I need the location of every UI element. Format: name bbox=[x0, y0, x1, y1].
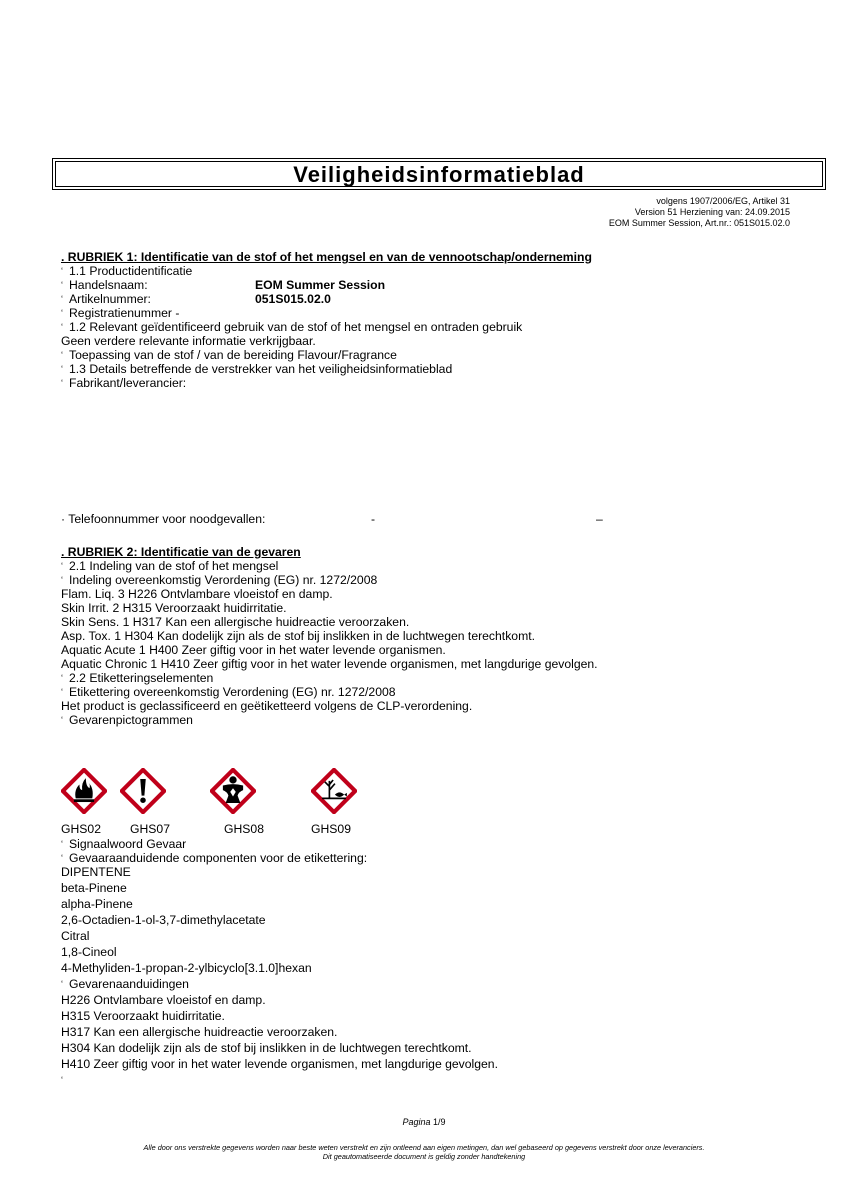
emergency-value-2: – bbox=[596, 512, 603, 526]
component-item: alpha-Pinene bbox=[61, 897, 133, 911]
pictogram-label: GHS02 bbox=[61, 822, 101, 836]
emergency-value-1: - bbox=[371, 512, 376, 526]
statement-item: H315 Veroorzaakt huidirritatie. bbox=[61, 1009, 225, 1023]
statement-item: H410 Zeer giftig voor in het water levende organismen, met langdurige gevolgen. bbox=[61, 1057, 498, 1071]
emergency-label: · Telefoonnummer voor noodgevallen: bbox=[61, 512, 266, 526]
label-elements-line: ‘ 2.2 Etiketteringselementen bbox=[61, 671, 214, 685]
section1-heading: . RUBRIEK 1: Identificatie van de stof of het mengsel en van de vennootschap/onderneming bbox=[61, 250, 592, 264]
pictogram-label: GHS09 bbox=[311, 822, 351, 836]
clp-line: Het product is geclassificeerd en geëtiketteerd volgens de CLP-verordening. bbox=[61, 699, 473, 713]
component-item: Citral bbox=[61, 929, 90, 943]
pictogram-label: GHS07 bbox=[130, 822, 170, 836]
component-item: DIPENTENE bbox=[61, 865, 131, 879]
hazard-line: Aquatic Acute 1 H400 Zeer giftig voor in het water levende organismen. bbox=[61, 643, 446, 657]
supplier-details-line: ‘ 1.3 Details betreffende de verstrekker van het veiligheidsinformatieblad bbox=[61, 362, 453, 376]
application-line: ‘ Toepassing van de stof / van de bereiding Flavour/Fragrance bbox=[61, 348, 397, 362]
exclamation-icon bbox=[120, 768, 166, 814]
product-id-line: ‘ 1.1 Productidentificatie bbox=[61, 264, 193, 278]
continuation-mark: ‘ bbox=[61, 1075, 63, 1085]
manufacturer-line: ‘ Fabrikant/leverancier: bbox=[61, 376, 187, 390]
regulation-line: ‘ Indeling overeenkomstig Verordening (EG) nr. 1272/2008 bbox=[61, 573, 378, 587]
classification-line: ‘ 2.1 Indeling van de stof of het mengsel bbox=[61, 559, 279, 573]
label-regulation-line: ‘ Etikettering overeenkomstig Verordening (EG) nr. 1272/2008 bbox=[61, 685, 396, 699]
statement-item: H317 Kan een allergische huidreactie veroorzaken. bbox=[61, 1025, 338, 1039]
use-heading-line: ‘ 1.2 Relevant geïdentificeerd gebruik van de stof of het mengsel en ontraden gebruik bbox=[61, 320, 523, 334]
component-item: 4-Methyliden-1-propan-2-ylbicyclo[3.1.0]hexan bbox=[61, 961, 312, 975]
article-line: ‘ Artikelnummer: 051S015.02.0 bbox=[61, 292, 331, 306]
meta-regulation: volgens 1907/2006/EG, Artikel 31 bbox=[656, 196, 790, 206]
environment-icon bbox=[311, 768, 357, 814]
components-heading: ‘ Gevaaraanduidende componenten voor de etikettering: bbox=[61, 851, 368, 865]
hazard-line: Aquatic Chronic 1 H410 Zeer giftig voor in het water levende organismen, met langdurige gevolgen. bbox=[61, 657, 598, 671]
page-number: Pagina 1/9 bbox=[402, 1117, 446, 1127]
health-hazard-icon bbox=[210, 768, 256, 814]
registration-line: ‘ Registratienummer - bbox=[61, 306, 180, 320]
footer-disclaimer: Alle door ons verstrekte gegevens worden naar beste weten verstrekt en zijn ontleend aan eigen metingen, dan wel gebaseerd op gegevens verstrekt door onze leveranciers. Dit geautomatiseerde document is geldig zonder handtekening bbox=[143, 1143, 705, 1161]
component-item: 1,8-Cineol bbox=[61, 945, 117, 959]
pictogram-label: GHS08 bbox=[224, 822, 264, 836]
title-box bbox=[52, 158, 826, 190]
no-info-line: Geen verdere relevante informatie verkrijgbaar. bbox=[61, 334, 316, 348]
statement-item: H226 Ontvlambare vloeistof en damp. bbox=[61, 993, 266, 1007]
component-item: 2,6-Octadien-1-ol-3,7-dimethylacetate bbox=[61, 913, 266, 927]
meta-article: EOM Summer Session, Art.nr.: 051S015.02.0 bbox=[608, 218, 790, 228]
statement-item: H304 Kan dodelijk zijn als de stof bij inslikken in de luchtwegen terechtkomt. bbox=[61, 1041, 472, 1055]
flame-icon bbox=[61, 768, 107, 814]
signal-word-line: ‘ Signaalwoord Gevaar bbox=[61, 837, 187, 851]
trade-name-line: ‘ Handelsnaam: EOM Summer Session bbox=[61, 278, 386, 292]
component-item: beta-Pinene bbox=[61, 881, 127, 895]
section2-heading: . RUBRIEK 2: Identificatie van de gevaren bbox=[61, 545, 301, 559]
hazard-line: Asp. Tox. 1 H304 Kan dodelijk zijn als de stof bij inslikken in de luchtwegen terechtkomt. bbox=[61, 629, 535, 643]
meta-version: Version 51 Herziening van: 24.09.2015 bbox=[634, 207, 790, 217]
pictograms-heading: ‘ Gevarenpictogrammen bbox=[61, 713, 193, 727]
document-title: Veiligheidsinformatieblad bbox=[293, 162, 585, 187]
statements-heading: ‘ Gevarenaanduidingen bbox=[61, 977, 189, 991]
hazard-line: Skin Sens. 1 H317 Kan een allergische huidreactie veroorzaken. bbox=[61, 615, 410, 629]
hazard-line: Skin Irrit. 2 H315 Veroorzaakt huidirritatie. bbox=[61, 601, 287, 615]
hazard-line: Flam. Liq. 3 H226 Ontvlambare vloeistof en damp. bbox=[61, 587, 333, 601]
